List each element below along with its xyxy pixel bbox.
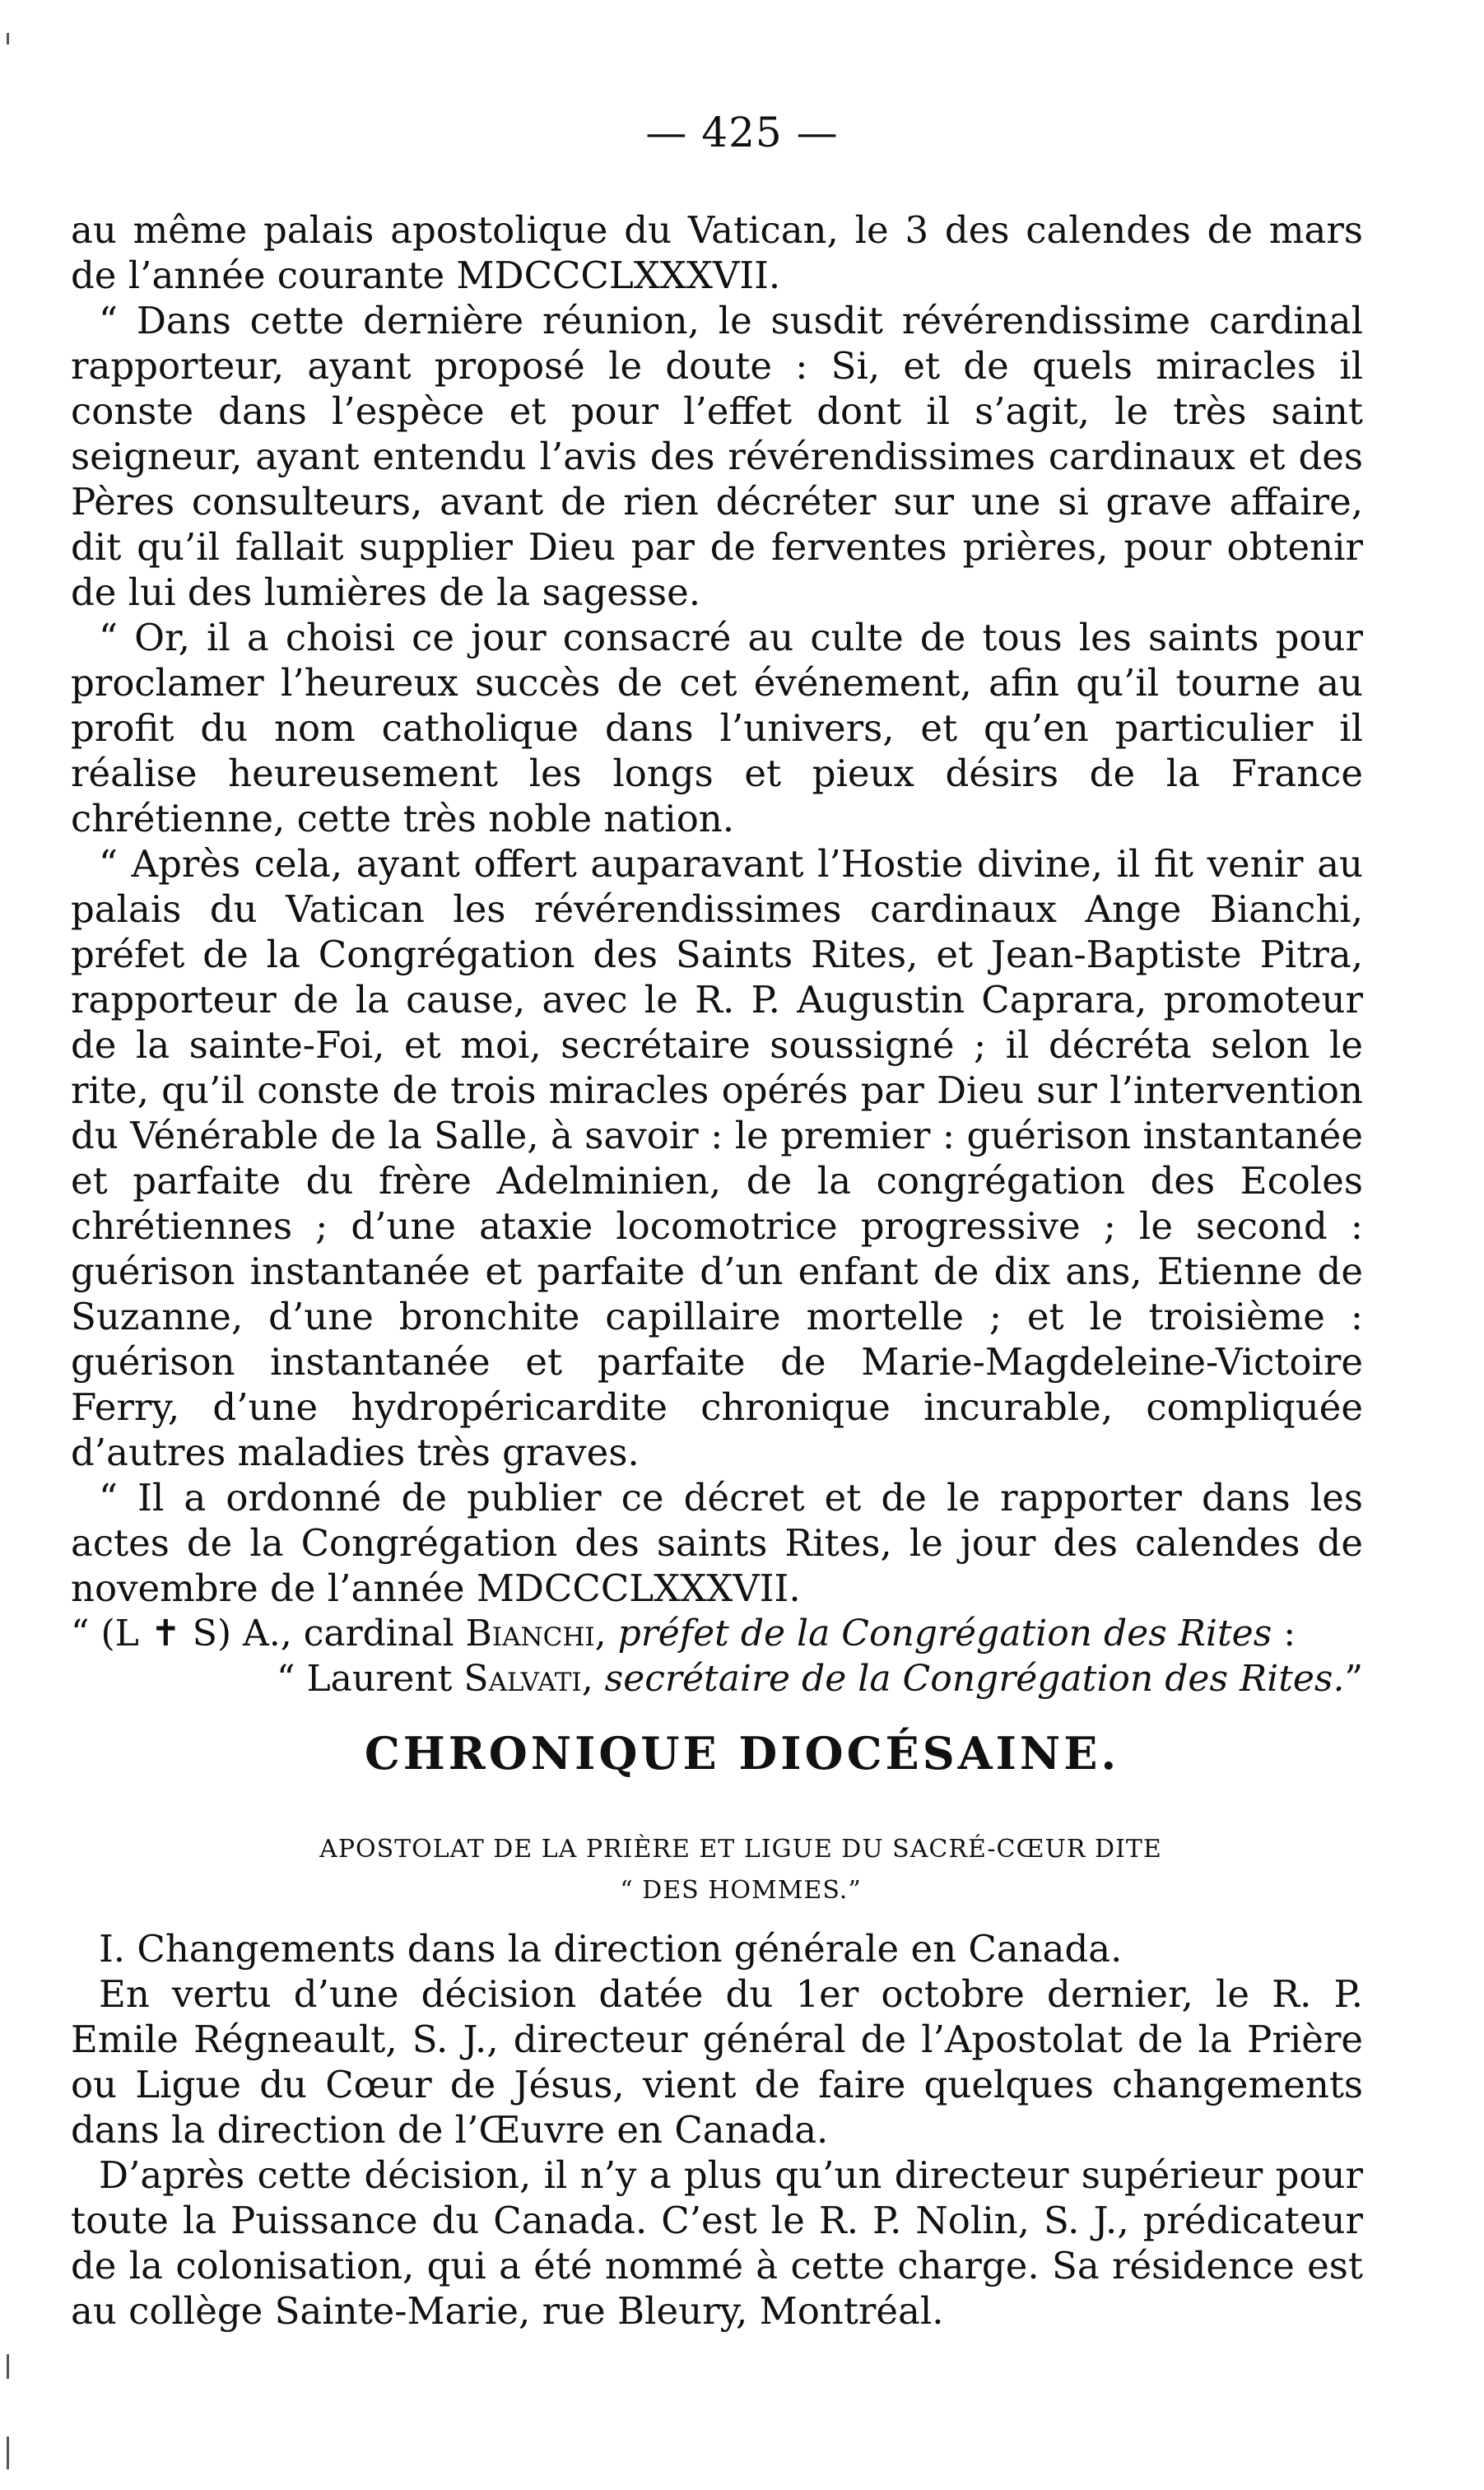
section-subtitle xyxy=(123,1829,1358,1911)
signature-prefect xyxy=(71,1611,1363,1656)
signature-prefect-sep: , xyxy=(594,1613,618,1655)
decree-paragraph-5: “ Il a ordonné de publier ce décret et de le rapporter dans les actes de la Congrégation des saints Rites, le jour des calendes de novembre de l’année MDCCCLXXXVII. xyxy=(71,1476,1363,1610)
page-number: — 425 — xyxy=(645,109,839,156)
chronicle-text xyxy=(71,1926,1363,2334)
signature-secretary-name: Salvati xyxy=(463,1658,582,1700)
chronicle-paragraph-1: En vertu d’une décision datée du 1er octobre dernier, le R. P. Emile Régneault, S. J., directeur général de l’Apostolat de la Prière ou Ligue du Cœur de Jésus, vient de faire quelques changements dans la direction de l’Œuvre en Canada. xyxy=(71,1972,1363,2152)
decree-paragraph-4: “ Après cela, ayant offert auparavant l’Hostie divine, il fit venir au palais du Vatican les révérendissimes cardinaux Ange Bianchi, préfet de la Congrégation des Saints Rites, et Jean-Baptiste Pitra, rapporteur de la cause, avec le R. P. Augustin Caprara, promoteur de la sainte-Foi, et moi, secrétaire soussigné ; il décréta selon le rite, qu’il conste de trois miracles opérés par Dieu sur l’intervention du Vénérable de la Salle, à savoir : le premier : guérison instantanée et parfaite du frère Adelminien, de la congrégation des Ecoles chrétiennes ; d’une ataxie locomotrice progressive ; le second : guérison instantanée et parfaite d’un enfant de dix ans, Etienne de Suzanne, d’une bronchite capillaire mortelle ; et le troisième : guérison instantanée et parfaite de Marie-Magdeleine-Victoire Ferry, d’une hydropéricardite chronique incurable, compliquée d’autres maladies très graves. xyxy=(71,842,1363,1474)
signature-secretary-prefix: “ Laurent xyxy=(276,1658,464,1700)
margin-mark xyxy=(7,33,9,44)
section-title: CHRONIQUE DIOCÉSAINE. xyxy=(364,1727,1120,1780)
decree-text xyxy=(71,207,1363,1701)
signature-prefect-name: Bianchi xyxy=(465,1613,595,1655)
margin-mark xyxy=(7,2436,9,2469)
signature-prefect-end: : xyxy=(1272,1613,1296,1655)
section-subtitle-line-2: “ DES HOMMES.” xyxy=(620,1876,862,1905)
signature-secretary xyxy=(71,1656,1363,1701)
section-subtitle-line-1: APOSTOLAT DE LA PRIÈRE ET LIGUE DU SACRÉ-CŒUR DITE xyxy=(319,1835,1162,1864)
chronicle-heading: I. Changements dans la direction générale en Canada. xyxy=(99,1927,1123,1971)
decree-paragraph-3: “ Or, il a choisi ce jour consacré au culte de tous les saints pour proclamer l’heureux succès de cet événement, afin qu’il tourne au profit du nom catholique dans l’univers, et qu’en particulier il réalise heureusement les longs et pieux désirs de la France chrétienne, cette très noble nation. xyxy=(71,616,1363,840)
decree-paragraph-1: au même palais apostolique du Vatican, le 3 des calendes de mars de l’année courante MDCCCLXXXVII. xyxy=(71,208,1363,297)
signature-prefect-role: préfet de la Congrégation des Rites xyxy=(617,1613,1272,1655)
signature-prefect-prefix: “ (L ✝ S) A., cardinal xyxy=(71,1613,466,1655)
signature-secretary-sep: , xyxy=(581,1658,605,1700)
chronicle-paragraph-2: D’après cette décision, il n’y a plus qu’un directeur supérieur pour toute la Puissance du Canada. C’est le R. P. Nolin, S. J., prédicateur de la colonisation, qui a été nommé à cette charge. Sa résidence est au collège Sainte-Marie, rue Bleury, Montréal. xyxy=(71,2153,1363,2333)
signature-secretary-end: ” xyxy=(1344,1658,1363,1700)
decree-paragraph-2: “ Dans cette dernière réunion, le susdit révérendissime cardinal rapporteur, ayant proposé le doute : Si, et de quels miracles il conste dans l’espèce et pour l’effet dont il s’agit, le très saint seigneur, ayant entendu l’avis des révérendissimes cardinaux et des Pères consulteurs, avant de rien décréter sur une si grave affaire, dit qu’il fallait supplier Dieu par de ferventes prières, pour obtenir de lui des lumières de la sagesse. xyxy=(71,299,1363,614)
margin-mark xyxy=(7,2354,9,2379)
signature-secretary-role: secrétaire de la Congrégation des Rites. xyxy=(604,1658,1345,1700)
